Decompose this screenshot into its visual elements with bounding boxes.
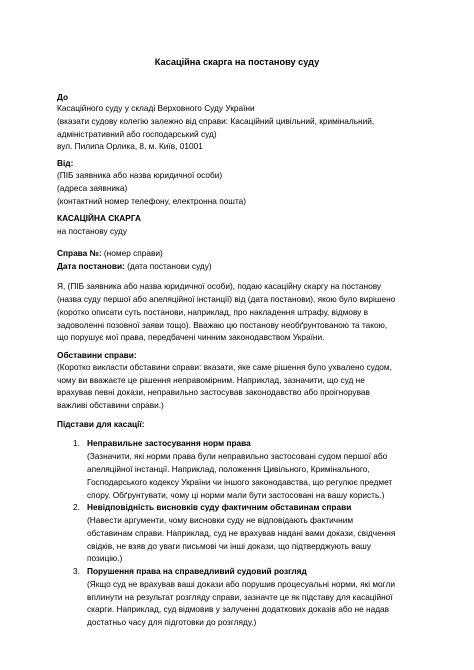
ground-line: скарги. Наприклад, суд відмовив у залученні додаткових доказів або не надав [87,604,390,614]
ground-number: 1. [73,438,80,448]
grounds-label: Підстави для касації: [57,419,145,429]
ground-number: 2. [73,502,80,512]
circumstances-label: Обставини справи: [57,350,137,360]
from-line: (ПІБ заявника або назва юридичної особи) [57,170,223,180]
document-title: Касаційна скарга на постанову суду [154,57,320,67]
ground-line: свідків, не взяв до уваги письмові чи інші докази, що підтверджують вашу [87,541,371,551]
case-number-label: Справа №: [57,248,102,258]
circumstances-line: (Коротко викласти обставини справи: вказати, яке саме рішення було ухвалено судом, [57,362,392,372]
case-date [57,261,212,271]
to-label: До [57,92,69,102]
ground-line: достатньо часу для підготовки до розгляду.) [87,617,257,627]
ground-line: Господарського кодексу України чи іншого законодавства, що регулює предмет [87,477,393,487]
from-line: (адреса заявника) [57,183,128,193]
to-line: адміністративний або господарський суд) [57,129,217,139]
ground-title: Неправильне застосування норм права [87,438,251,448]
ground-line: спору. Обґрунтувати, чому ці норми мали бути застосовані на вашу користь.) [87,490,385,500]
ground-line: (Зазначити, які норми права були неправильно застосовані судом першої або [87,451,388,461]
circumstances-line: важливі обставини справи.) [57,400,164,410]
ground-title: Порушення права на справедливий судовий розгляд [87,566,307,576]
ground-number: 3. [73,566,80,576]
ground-line: позицію.) [87,553,123,563]
intro-line: задоволенні позовної заяви тощо). Вважаю цю постанову необґрунтованою та такою, [57,320,388,330]
case-date-label: Дата постанови: [57,261,125,271]
ground-line: апеляційної інстанції. Наприклад, положення Цивільного, Кримінального, [87,464,370,474]
ground-line: вплинути на результат розгляду справи, зазначте це як підставу для касаційної [87,592,393,602]
ground-line: обставинам справи. Наприклад, суд не врахував надані вами докази, свідчення [87,528,396,538]
from-label: Від: [57,158,74,168]
intro-line: що порушує мої права, передбачені чинним законодавством України. [57,332,325,342]
case-number-value: (номер справи) [101,248,163,258]
circumstances-line: врахував певні докази, неправильно застосував законодавство або проігнорував [57,387,370,397]
complaint-heading: КАСАЦІЙНА СКАРГА [57,213,141,223]
ground-line: (Якщо суд не врахував ваші докази або порушив процесуальні норми, які могли [87,579,395,589]
case-number [57,248,163,258]
to-line: Касаційного суду у складі Верховного Суду України [57,103,255,113]
to-line: вул. Пилипа Орлика, 8, м. Київ, 01001 [57,141,203,151]
case-date-value: (дата постанови суду) [124,261,212,271]
ground-title: Невідповідність висновків суду фактичним обставинам справи [87,502,352,512]
intro-line: Я, (ПІБ заявника або назва юридичної особи), подаю касаційну скаргу на постанову [57,281,382,291]
complaint-subheading: на постанову суду [57,226,127,236]
circumstances-line: чому ви вважаєте це рішення неправомірним. Наприклад, зазначити, що суд не [57,375,365,385]
to-line: (вказати судову колегію залежно від справи: Касаційний цивільний, кримінальний, [57,116,375,126]
from-line: (контактний номер телефону, електронна пошта) [57,196,247,206]
intro-line: (коротко описати суть постанови, наприклад, про накладення штрафу, відмову в [57,307,369,317]
intro-line: (назва суду першої або апеляційної інстанції) від (дата постанови), якою було вирішено [57,294,396,304]
ground-line: (Навести аргументи, чому висновки суду не відповідають фактичним [87,515,354,525]
